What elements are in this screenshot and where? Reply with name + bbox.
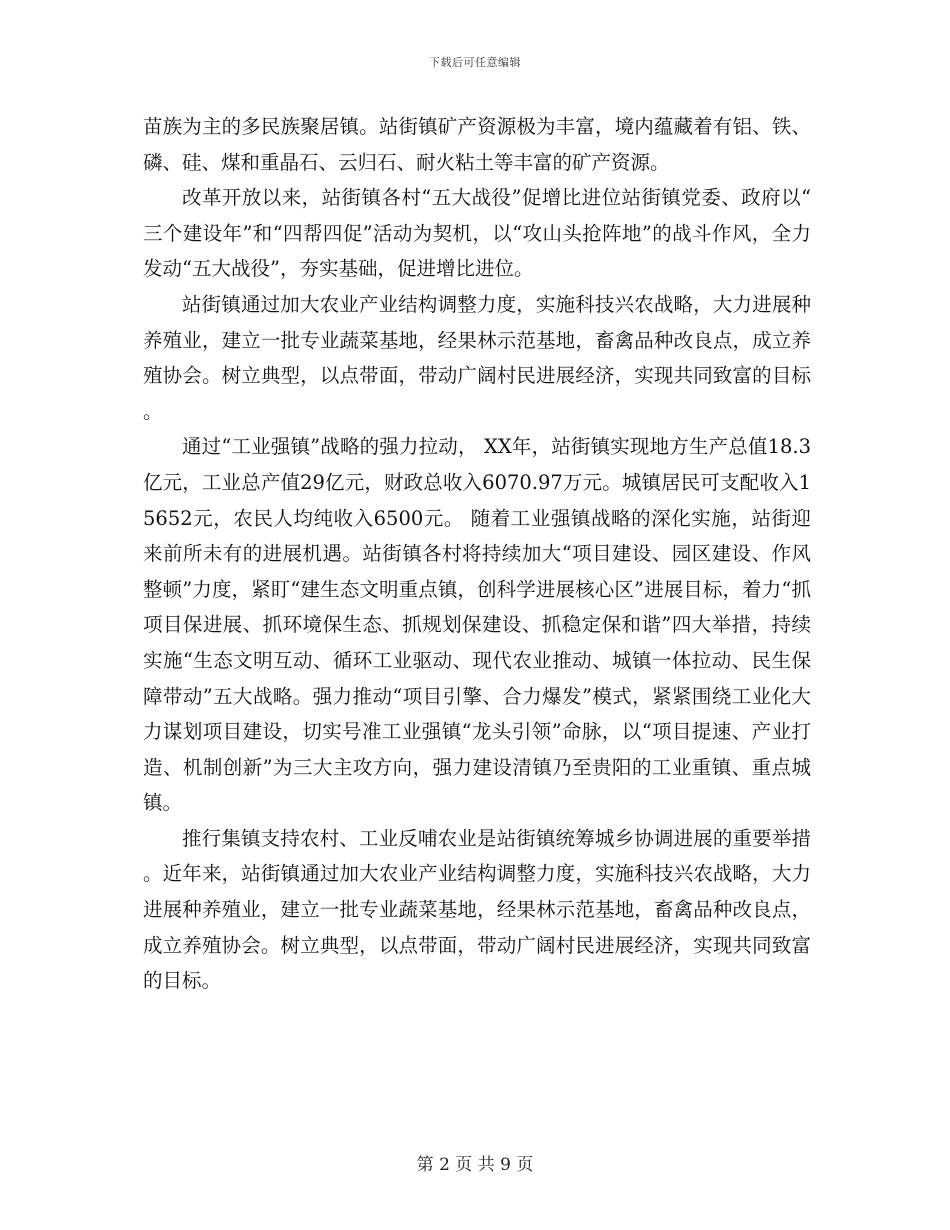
page-header-note: 下载后可任意编辑 xyxy=(429,56,521,69)
document-body xyxy=(143,109,811,999)
body-paragraph: 苗族为主的多民族聚居镇。站街镇矿产资源极为丰富，境内蕴藏着有铝、铁、磷、硅、煤和重晶石、云归石、耐火粘土等丰富的矿产资源。 xyxy=(143,115,811,174)
body-paragraph: 通过“工业强镇”战略的强力拉动， XX年，站街镇实现地方生产总值18.3亿元，工业总产值29亿元，财政总收入6070.97万元。城镇居民可支配收入15652元，农民人均纯收入6500元。 随着工业强镇战略的深化实施，站街迎来前所未有的进展机遇。站街镇各村将持续加大“项目建设、园区建设、作风整顿”力度，紧盯“建生态文明重点镇，创科学进展核心区”进展目标，着力“抓项目保进展、抓环境保生态、抓规划保建设、抓稳定保和谐”四大举措，持续实施“生态文明互动、循环工业驱动、现代农业推动、城镇一体拉动、民生保障带动”五大战略。强力推动“项目引擎、合力爆发”模式，紧紧围绕工业化大力谋划项目建设，切实号准工业强镇“龙头引领”命脉，以“项目提速、产业打造、机制创新”为三大主攻方向，强力建设清镇乃至贵阳的工业重镇、重点城镇。 xyxy=(143,435,811,815)
body-paragraph: 推行集镇支持农村、工业反哺农业是站街镇统筹城乡协调进展的重要举措。近年来，站街镇通过加大农业产业结构调整力度，实施科技兴农战略，大力进展种养殖业，建立一批专业蔬菜基地，经果林示范基地，畜禽品种改良点，成立养殖协会。树立典型，以点带面，带动广阔村民进展经济，实现共同致富的目标。 xyxy=(143,826,811,993)
body-paragraph: 改革开放以来，站街镇各村“五大战役”促增比进位站街镇党委、政府以“三个建设年”和“四帮四促”活动为契机，以“攻山头抢阵地”的战斗作风，全力发动“五大战役”，夯实基础，促进增比进位。 xyxy=(143,186,811,281)
body-paragraph: 站街镇通过加大农业产业结构调整力度，实施科技兴农战略，大力进展种养殖业，建立一批专业蔬菜基地，经果林示范基地，畜禽品种改良点，成立养殖协会。树立典型，以点带面，带动广阔村民进展经济，实现共同致富的目标。 xyxy=(143,292,811,423)
page-number-footer: 第 2 页 共 9 页 xyxy=(416,1155,534,1175)
